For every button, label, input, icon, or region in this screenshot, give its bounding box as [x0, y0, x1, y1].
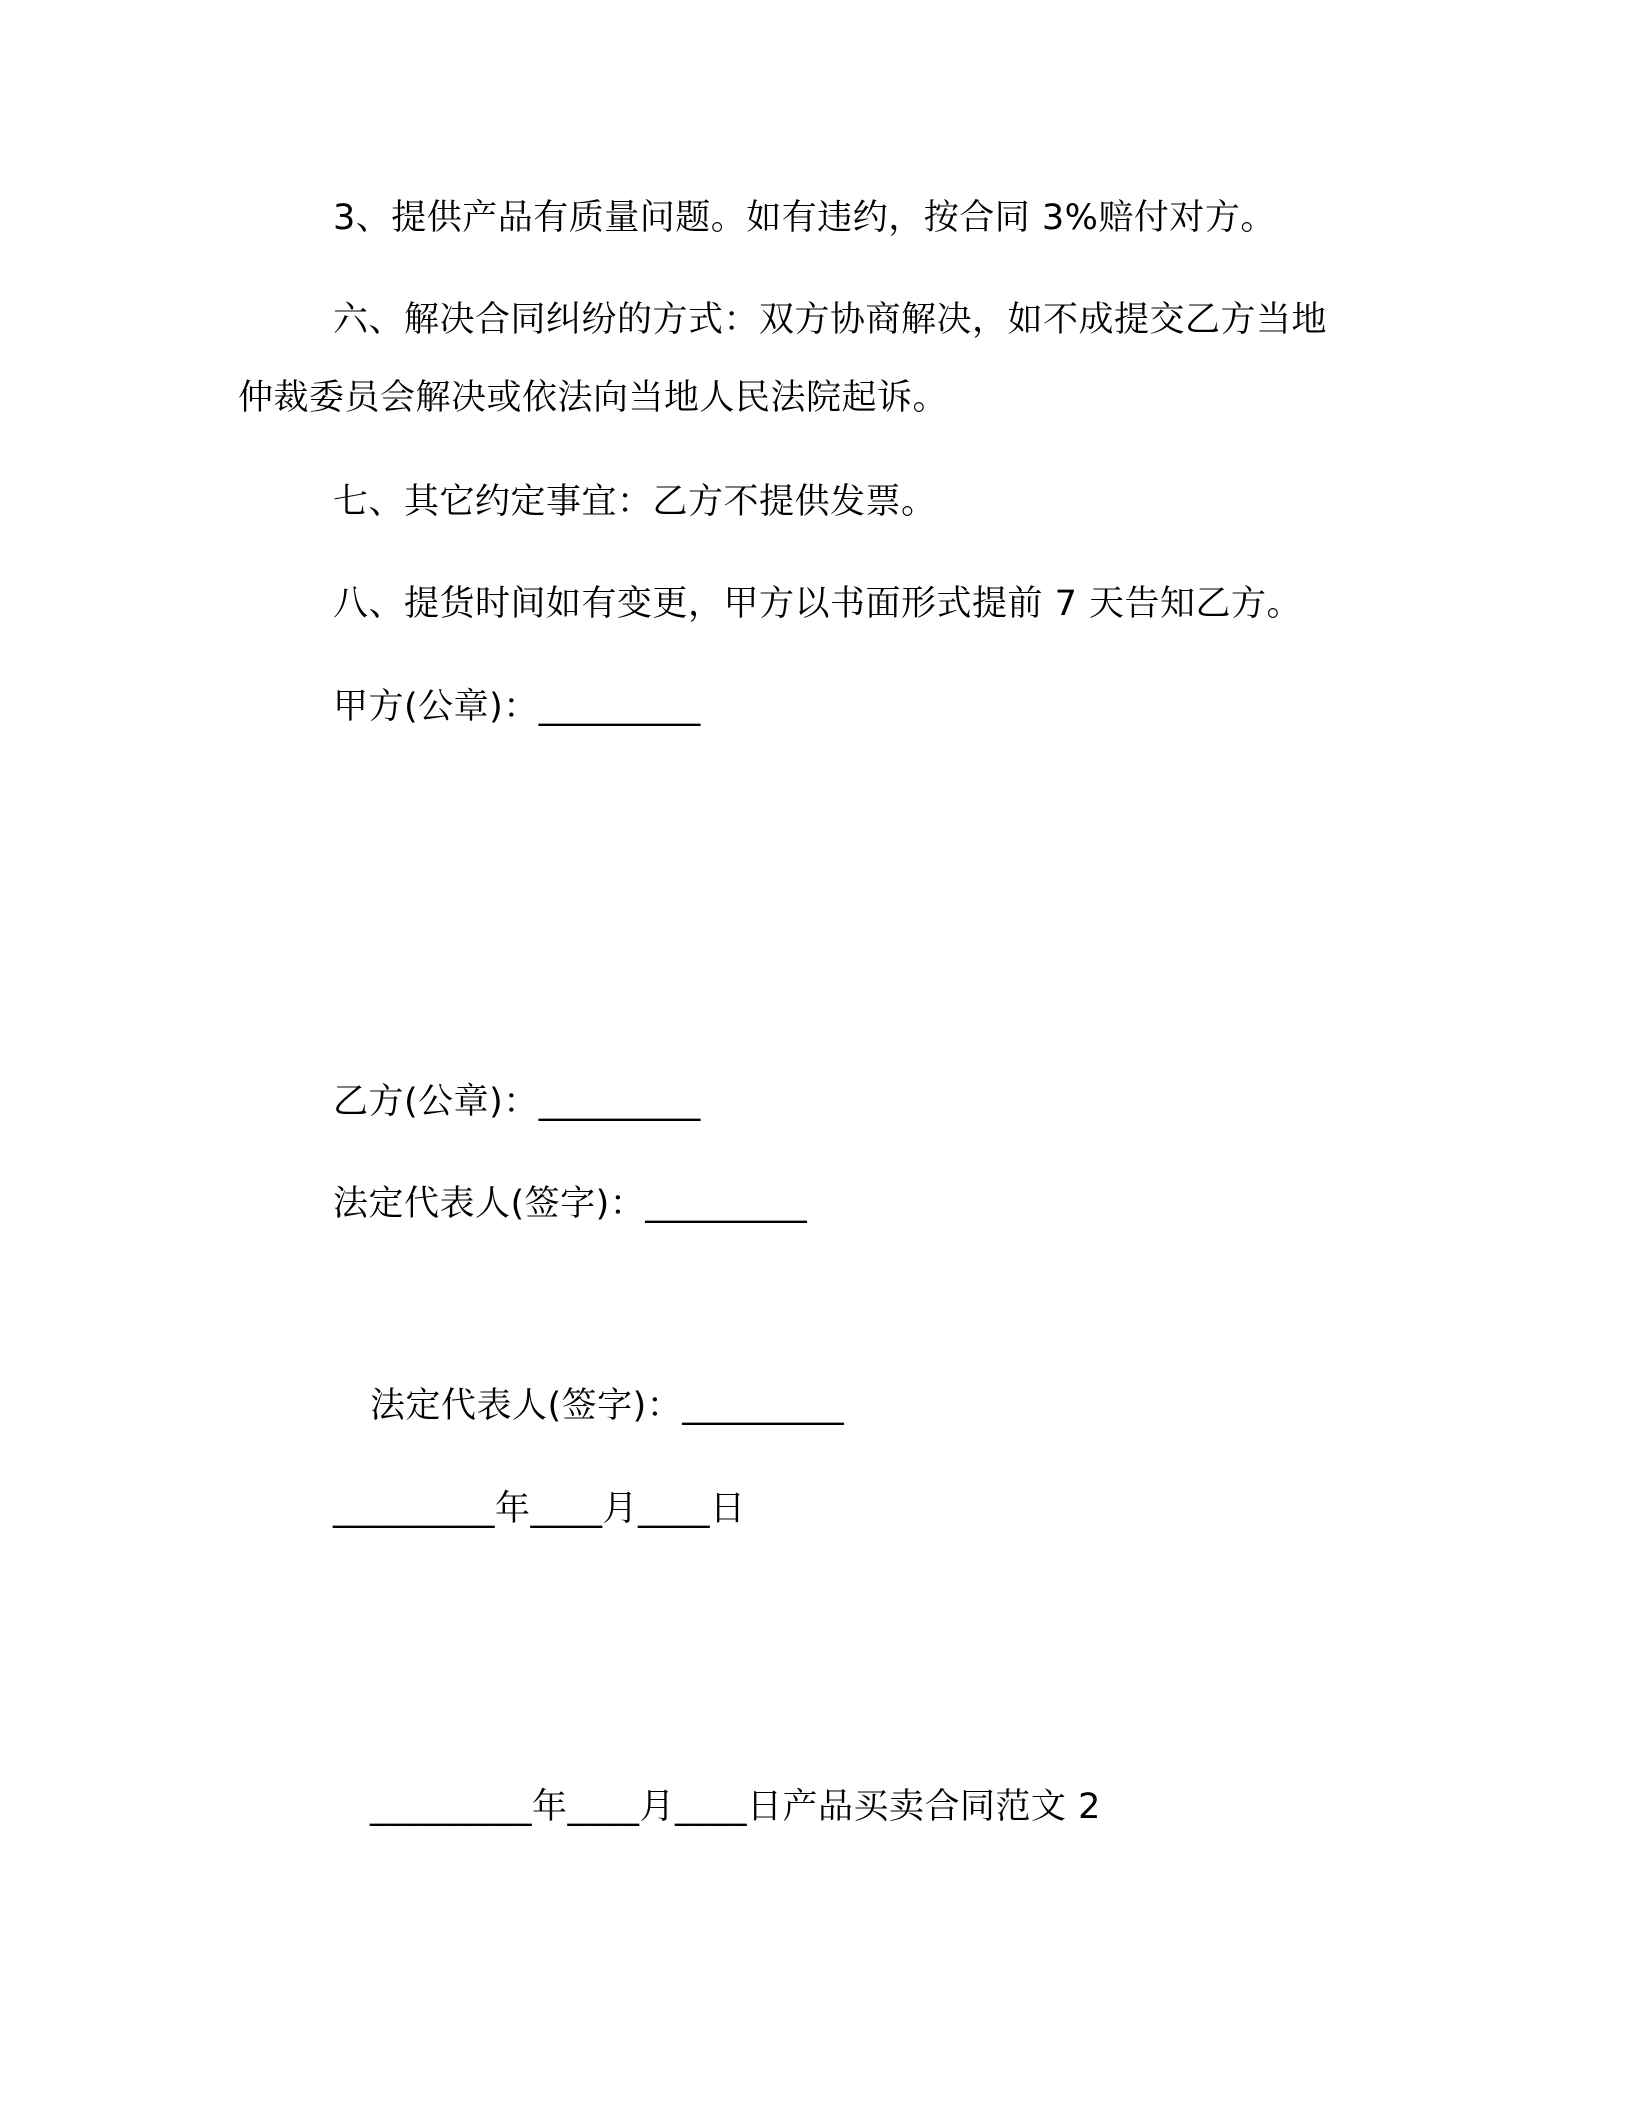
legal-representative-signature-line: 法定代表人(签字)：_________ — [333, 1184, 808, 1224]
clause-6-line-2: 仲裁委员会解决或依法向当地人民法院起诉。 — [238, 378, 949, 418]
clause-8: 八、提货时间如有变更，甲方以书面形式提前 7 天告知乙方。 — [333, 584, 1303, 624]
party-a-seal-line: 甲方(公章)：_________ — [333, 687, 701, 727]
clause-6-line-1: 六、解决合同纠纷的方式：双方协商解决，如不成提交乙方当地 — [333, 300, 1328, 340]
party-b-seal-line: 乙方(公章)：_________ — [333, 1082, 701, 1122]
clause-3: 3、提供产品有质量问题。如有违约，按合同 3%赔付对方。 — [333, 198, 1276, 238]
clause-7: 七、其它约定事宜：乙方不提供发票。 — [333, 482, 937, 522]
date-line-with-next-title: _________年____月____日产品买卖合同范文 2 — [370, 1787, 1101, 1827]
date-line: _________年____月____日 — [333, 1489, 746, 1529]
legal-representative-signature-line-2: 法定代表人(签字)：_________ — [370, 1386, 845, 1426]
